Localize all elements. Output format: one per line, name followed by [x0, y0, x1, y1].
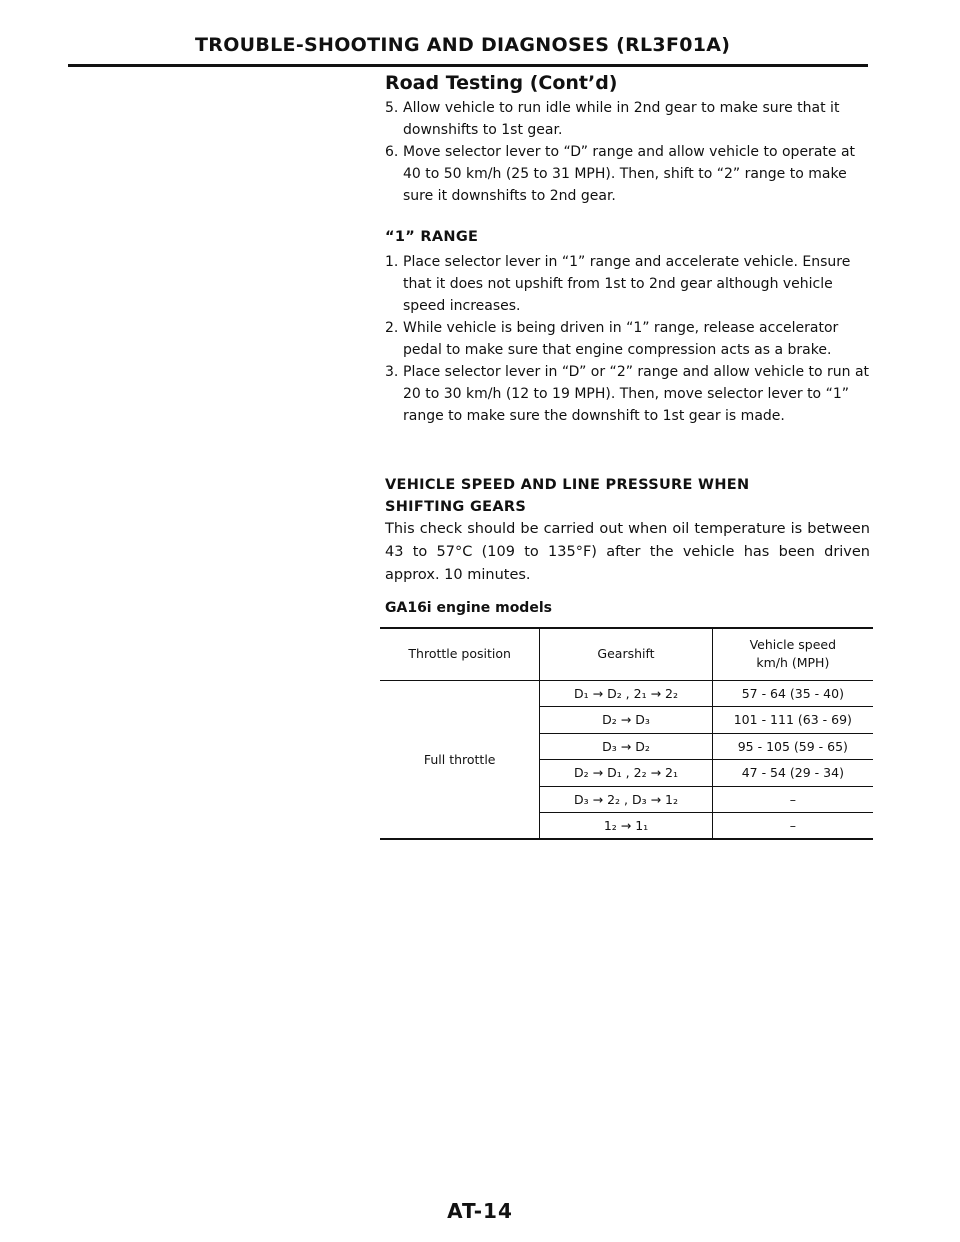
gearshift-cell: D₃ → D₂ — [540, 733, 712, 760]
step-text: Place selector lever in “D” or “2” range and allow vehicle to run at 20 to 30 km/h (12 to 19 MPH). Then, move selector lever to “1” range to make sure the downshift to 1st gear is made. — [403, 364, 870, 424]
section-title: Road Testing (Cont’d) — [385, 72, 618, 94]
step-6 — [385, 141, 870, 207]
vehicle-speed-cell: 95 - 105 (59 - 65) — [712, 733, 873, 760]
gearshift-cell: D₂ → D₃ — [540, 707, 712, 734]
road-test-steps — [385, 97, 870, 207]
gearshift-cell: D₃ → 2₂ , D₃ → 1₂ — [540, 786, 712, 813]
line-pressure-heading-line-1: VEHICLE SPEED AND LINE PRESSURE WHEN — [385, 477, 750, 493]
header-vehicle-speed-line-2: km/h (MPH) — [756, 655, 830, 671]
vehicle-speed-cell: – — [712, 813, 873, 840]
step-text: Move selector lever to “D” range and allow vehicle to operate at 40 to 50 km/h (25 to 31 MPH). Then, shift to “2” range to make sure it downshifts to 2nd gear. — [403, 144, 856, 204]
table-caption: GA16i engine models — [385, 600, 552, 616]
step-text: While vehicle is being driven in “1” range, release accelerator pedal to make sure that engine compression acts as a brake. — [403, 320, 839, 358]
step-number: 5. — [385, 100, 399, 116]
step-number: 3. — [385, 364, 399, 380]
vehicle-speed-cell: – — [712, 786, 873, 813]
header-vehicle-speed-line-1: Vehicle speed — [749, 637, 837, 653]
step-number: 2. — [385, 320, 399, 336]
range-1-section — [385, 226, 870, 427]
line-pressure-paragraph: This check should be carried out when oil temperature is between 43 to 57°C (109 to 135°F) after the vehicle has been driven approx. 10 minutes. — [385, 521, 870, 583]
range-1-step-1 — [385, 251, 870, 317]
vehicle-speed-cell: 57 - 64 (35 - 40) — [712, 680, 873, 707]
header-gearshift: Gearshift — [540, 628, 712, 680]
line-pressure-section — [385, 474, 870, 587]
header-vehicle-speed — [712, 628, 873, 680]
step-number: 6. — [385, 144, 399, 160]
header-throttle-position: Throttle position — [380, 628, 540, 680]
step-text: Place selector lever in “1” range and accelerate vehicle. Ensure that it does not upshift from 1st to 2nd gear although vehicle speed increases. — [403, 254, 851, 314]
gearshift-cell: D₁ → D₂ , 2₁ → 2₂ — [540, 680, 712, 707]
throttle-position-cell: Full throttle — [380, 680, 540, 839]
step-number: 1. — [385, 254, 399, 270]
vehicle-speed-cell: 47 - 54 (29 - 34) — [712, 760, 873, 787]
page-header-title: TROUBLE-SHOOTING AND DIAGNOSES (RL3F01A) — [195, 34, 731, 56]
header-rule — [68, 64, 868, 67]
gearshift-cell: D₂ → D₁ , 2₂ → 2₁ — [540, 760, 712, 787]
step-text: Allow vehicle to run idle while in 2nd gear to make sure that it downshifts to 1st gear. — [403, 100, 840, 138]
table-row — [380, 680, 873, 707]
step-5 — [385, 97, 870, 141]
table-header-row — [380, 628, 873, 680]
page-number: AT-14 — [447, 1199, 513, 1223]
shift-speed-table — [380, 627, 873, 840]
range-1-step-3 — [385, 361, 870, 427]
range-1-step-2 — [385, 317, 870, 361]
gearshift-cell: 1₂ → 1₁ — [540, 813, 712, 840]
range-1-heading: “1” RANGE — [385, 229, 479, 245]
line-pressure-heading-line-2: SHIFTING GEARS — [385, 499, 527, 515]
vehicle-speed-cell: 101 - 111 (63 - 69) — [712, 707, 873, 734]
